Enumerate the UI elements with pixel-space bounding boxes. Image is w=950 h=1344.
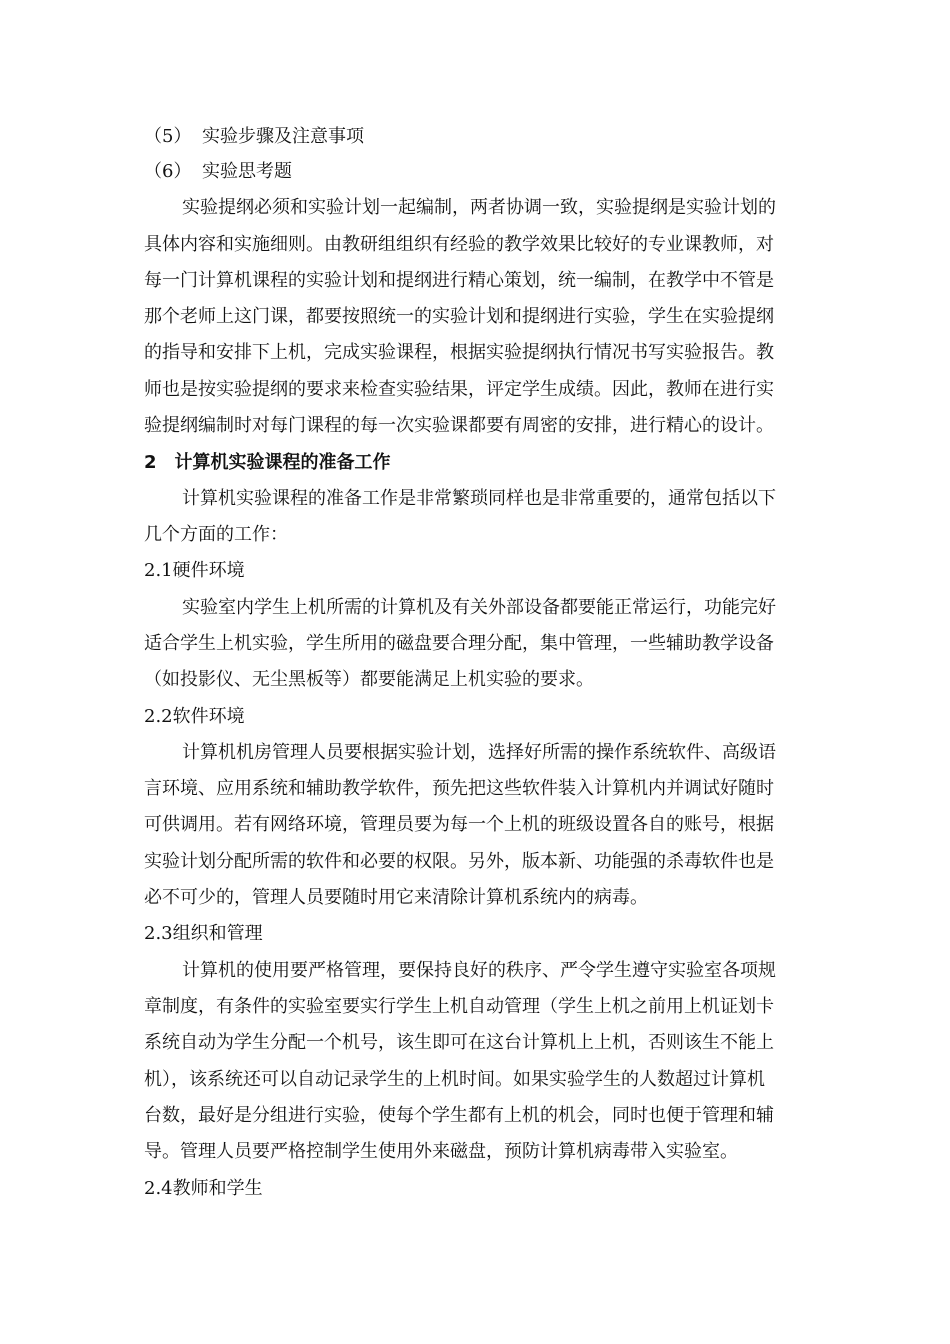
paragraph-line: 言环境、应用系统和辅助教学软件，预先把这些软件装入计算机内并调试好随时 [144, 778, 774, 799]
list-item-number: （6） [144, 161, 192, 182]
paragraph-line: 具体内容和实施细则。由教研组组织有经验的教学效果比较好的专业课教师，对 [144, 234, 774, 255]
paragraph-line: 计算机实验课程的准备工作是非常繁琐同样也是非常重要的，通常包括以下 [182, 488, 776, 509]
paragraph-line: （如投影仪、无尘黑板等）都要能满足上机实验的要求。 [144, 669, 594, 690]
paragraph-line: 几个方面的工作： [144, 524, 288, 545]
list-item-text: 实验步骤及注意事项 [202, 126, 364, 147]
paragraph-line: 可供调用。若有网络环境，管理员要为每一个上机的班级设置各自的账号，根据 [144, 814, 774, 835]
subsection-heading: 2.4教师和学生 [144, 1178, 263, 1199]
paragraph-line: 的指导和安排下上机，完成实验课程，根据实验提纲执行情况书写实验报告。教 [144, 342, 774, 363]
list-item [144, 160, 292, 184]
paragraph-line: 台数，最好是分组进行实验，使每个学生都有上机的机会，同时也便于管理和辅 [144, 1105, 774, 1126]
paragraph-line: 每一门计算机课程的实验计划和提纲进行精心策划，统一编制，在教学中不管是 [144, 270, 774, 291]
paragraph-line: 师也是按实验提纲的要求来检查实验结果，评定学生成绩。因此，教师在进行实 [144, 379, 774, 400]
paragraph-line: 章制度，有条件的实验室要实行学生上机自动管理（学生上机之前用上机证划卡 [144, 996, 774, 1017]
subsection-heading: 2.3组织和管理 [144, 923, 263, 944]
paragraph-line: 计算机机房管理人员要根据实验计划，选择好所需的操作系统软件、高级语 [182, 742, 776, 763]
paragraph-line: 实验提纲必须和实验计划一起编制，两者协调一致，实验提纲是实验计划的 [182, 197, 776, 218]
subsection-heading: 2.2软件环境 [144, 706, 245, 727]
section-heading: 2 计算机实验课程的准备工作 [144, 452, 391, 473]
paragraph-line: 实验计划分配所需的软件和必要的权限。另外，版本新、功能强的杀毒软件也是 [144, 851, 774, 872]
paragraph-line: 那个老师上这门课，都要按照统一的实验计划和提纲进行实验，学生在实验提纲 [144, 306, 774, 327]
paragraph-line: 计算机的使用要严格管理，要保持良好的秩序、严令学生遵守实验室各项规 [182, 960, 776, 981]
list-item [144, 125, 364, 149]
paragraph-line: 必不可少的，管理人员要随时用它来清除计算机系统内的病毒。 [144, 887, 648, 908]
subsection-heading: 2.1硬件环境 [144, 560, 245, 581]
paragraph-line: 机），该系统还可以自动记录学生的上机时间。如果实验学生的人数超过计算机 [144, 1069, 765, 1090]
paragraph-line: 系统自动为学生分配一个机号，该生即可在这台计算机上上机，否则该生不能上 [144, 1032, 774, 1053]
paragraph-line: 验提纲编制时对每门课程的每一次实验课都要有周密的安排，进行精心的设计。 [144, 415, 774, 436]
list-item-text: 实验思考题 [202, 161, 292, 182]
list-item-number: （5） [144, 126, 192, 147]
paragraph-line: 导。管理人员要严格控制学生使用外来磁盘，预防计算机病毒带入实验室。 [144, 1141, 738, 1162]
paragraph-line: 适合学生上机实验，学生所用的磁盘要合理分配，集中管理，一些辅助教学设备 [144, 633, 774, 654]
paragraph-line: 实验室内学生上机所需的计算机及有关外部设备都要能正常运行，功能完好 [182, 597, 776, 618]
